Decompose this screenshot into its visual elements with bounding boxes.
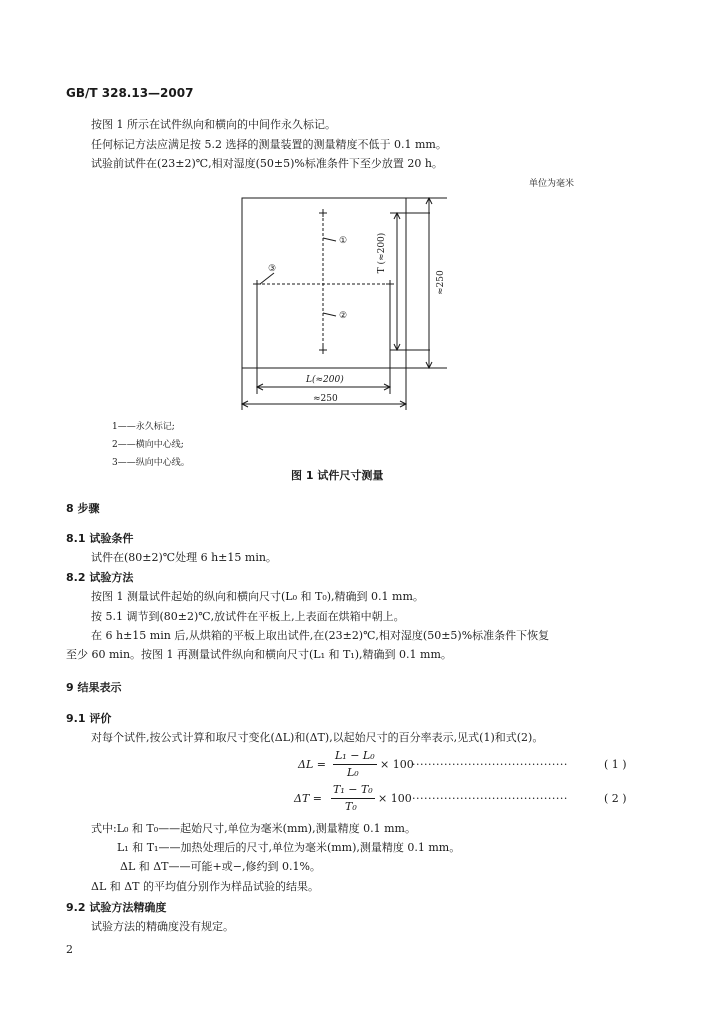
dim-T-outer-label: ≈250 xyxy=(436,270,446,295)
callout-2: ② xyxy=(339,311,348,321)
section-8-2-para-3a: 在 6 h±15 min 后,从烘箱的平板上取出试件,在(23±2)℃,相对湿度(50±5)%标准条件下恢复 xyxy=(91,629,550,642)
section-8-2-para-3b: 至少 60 min。按图 1 再测量试件纵向和横向尺寸(L₁ 和 T₁),精确到 0.1 mm。 xyxy=(66,648,452,661)
dim-L-outer-label: ≈250 xyxy=(313,394,338,404)
where-line-1: 式中:L₀ 和 T₀——起始尺寸,单位为毫米(mm),测量精度 0.1 mm。 xyxy=(91,822,416,835)
eq1-fraction-bar xyxy=(333,764,377,765)
section-8-1-title: 8.1 试验条件 xyxy=(66,532,134,545)
section-8-2-para-1: 按图 1 测量试件起始的纵向和横向尺寸(L₀ 和 T₀),精确到 0.1 mm。 xyxy=(91,590,424,603)
permanent-marks xyxy=(253,209,394,354)
where-line-2: L₁ 和 T₁——加热处理后的尺寸,单位为毫米(mm),测量精度 0.1 mm。 xyxy=(117,841,461,854)
intro-line-1: 按图 1 所示在试件纵向和横向的中间作永久标记。 xyxy=(91,118,336,131)
eq2-fraction-bar xyxy=(331,798,375,799)
section-9-1-text: 对每个试件,按公式计算和取尺寸变化(ΔL)和(ΔT),以起始尺寸的百分率表示,见式(1)和式(2)。 xyxy=(91,731,544,744)
unit-note: 单位为毫米 xyxy=(529,179,575,189)
intro-line-3: 试验前试件在(23±2)℃,相对湿度(50±5)%标准条件下至少放置 20 h。 xyxy=(91,157,443,170)
eq2-number: ( 2 ) xyxy=(604,792,627,805)
eq1-denominator: L₀ xyxy=(347,766,359,779)
callout-1: ① xyxy=(339,236,348,246)
section-8-2-title: 8.2 试验方法 xyxy=(66,571,134,584)
eq2-denominator: T₀ xyxy=(345,800,357,813)
eq2-leader-dots: ······································· xyxy=(412,792,568,805)
eq2-tail: × 100 xyxy=(378,792,412,805)
legend-item-3: 3——纵向中心线。 xyxy=(112,458,190,468)
section-9-2-title: 9.2 试验方法精确度 xyxy=(66,901,167,914)
eq1-leader-dots: ······································· xyxy=(412,758,568,771)
dim-T-label: T (≈200) xyxy=(377,232,387,274)
eq1-lhs: ΔL = xyxy=(298,758,326,771)
section-8-title: 8 步骤 xyxy=(66,502,100,515)
figure-caption: 图 1 试件尺寸测量 xyxy=(291,469,384,482)
section-9-title: 9 结果表示 xyxy=(66,681,122,694)
where-line-3: ΔL 和 ΔT——可能+或−,修约到 0.1%。 xyxy=(120,860,321,873)
legend-item-1: 1——永久标记; xyxy=(112,422,175,432)
dim-T xyxy=(390,213,430,350)
eq1-tail: × 100 xyxy=(380,758,414,771)
section-9-2-text: 试验方法的精确度没有规定。 xyxy=(91,920,234,933)
page-number: 2 xyxy=(66,943,73,956)
eq1-numerator: L₁ − L₀ xyxy=(335,749,375,762)
eq2-numerator: T₁ − T₀ xyxy=(333,783,373,796)
section-8-1-text: 试件在(80±2)℃处理 6 h±15 min。 xyxy=(91,551,277,564)
callout-3: ③ xyxy=(268,264,277,274)
doc-id: GB/T 328.13—2007 xyxy=(66,86,194,100)
average-note: ΔL 和 ΔT 的平均值分别作为样品试验的结果。 xyxy=(91,880,320,893)
intro-line-2: 任何标记方法应满足按 5.2 选择的测量装置的测量精度不低于 0.1 mm。 xyxy=(91,138,447,151)
eq2-lhs: ΔT = xyxy=(294,792,322,805)
eq1-number: ( 1 ) xyxy=(604,758,627,771)
section-8-2-para-2: 按 5.1 调节到(80±2)℃,放试件在平板上,上表面在烘箱中朝上。 xyxy=(91,610,405,623)
legend-item-2: 2——横向中心线; xyxy=(112,440,184,450)
section-9-1-title: 9.1 评价 xyxy=(66,712,112,725)
dim-L-label: L(≈200) xyxy=(306,375,344,385)
